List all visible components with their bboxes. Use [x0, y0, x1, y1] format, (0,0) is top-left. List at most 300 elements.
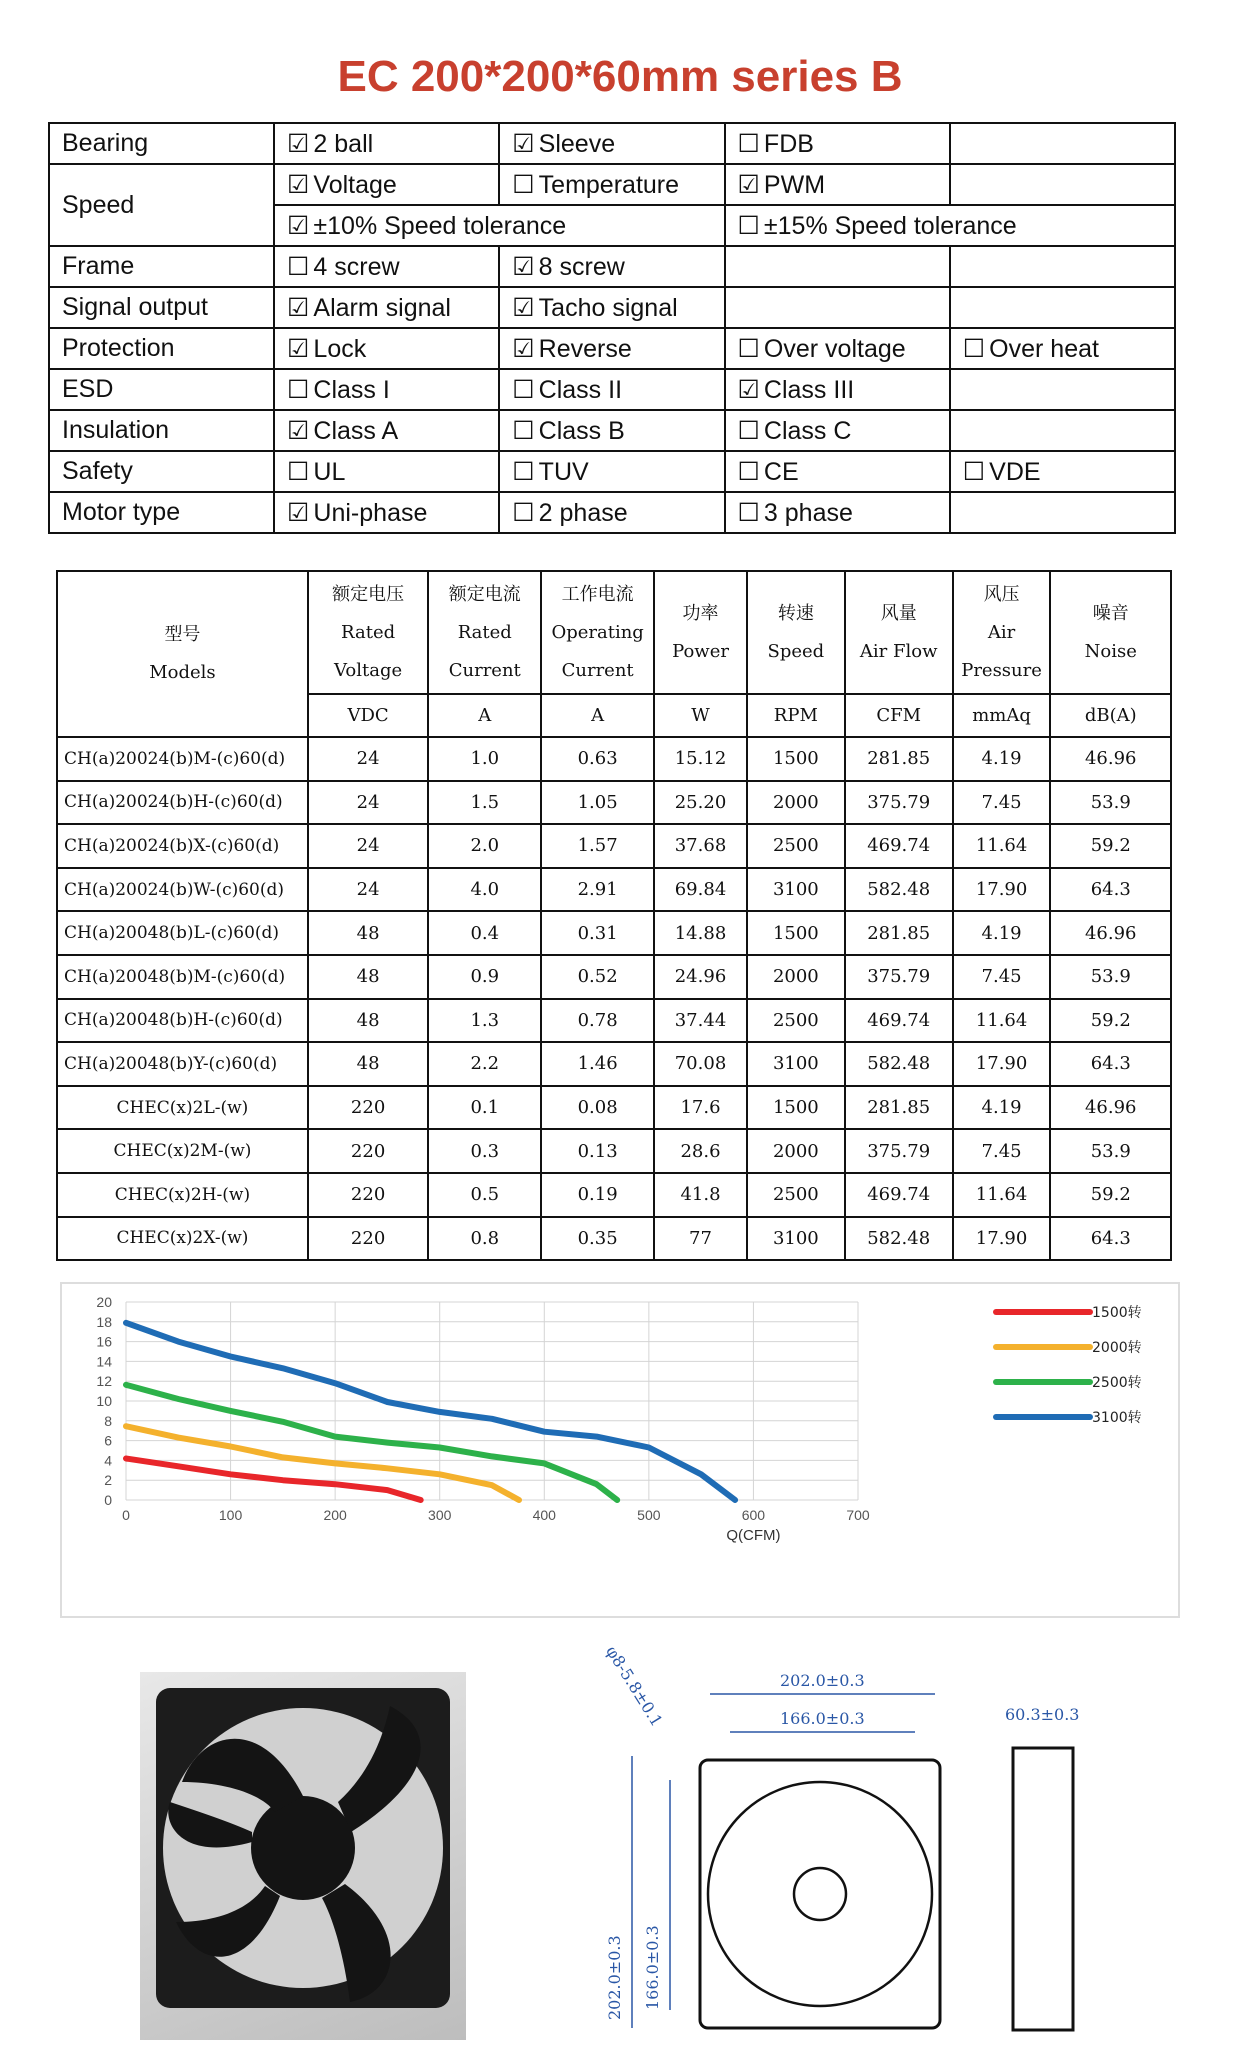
value-cell: 24	[308, 737, 428, 781]
checked-box-icon[interactable]: ☑	[512, 128, 535, 158]
model-cell: CHEC(x)2L-(w)	[57, 1086, 308, 1130]
table-row	[57, 1129, 1171, 1173]
spec-cell	[274, 246, 499, 287]
perf-header-line: 风压	[983, 583, 1020, 605]
perf-unit-cell: A	[541, 694, 654, 737]
value-cell: 2.91	[541, 868, 654, 912]
spec-option-label: Class II	[538, 375, 623, 404]
spec-row	[49, 328, 1175, 369]
spec-label: Motor type	[49, 492, 274, 533]
value-cell: 0.52	[541, 955, 654, 999]
perf-header-line: 风量	[880, 602, 917, 624]
y-tick-label: 16	[96, 1333, 112, 1350]
spec-option-label: Class I	[313, 375, 390, 404]
spec-cell	[499, 246, 724, 287]
value-cell: 17.90	[953, 1217, 1051, 1261]
value-cell: 1500	[747, 737, 845, 781]
perf-header-cell	[541, 571, 654, 694]
value-cell: 1.0	[428, 737, 541, 781]
spec-label: Speed	[49, 164, 274, 246]
value-cell: 469.74	[845, 999, 953, 1043]
value-cell: 375.79	[845, 1129, 953, 1173]
perf-header-line: Air	[987, 621, 1016, 643]
value-cell: 46.96	[1050, 1086, 1171, 1130]
value-cell: 37.44	[654, 999, 747, 1043]
table-row	[57, 824, 1171, 868]
dim-inner-width-label: 166.0±0.3	[780, 1709, 865, 1728]
model-cell: CH(a)20024(b)M-(c)60(d)	[57, 737, 308, 781]
table-row	[57, 1042, 1171, 1086]
unchecked-box-icon[interactable]: ☐	[737, 415, 760, 445]
perf-header-line: 功率	[682, 602, 719, 624]
spec-cell	[950, 123, 1175, 164]
unchecked-box-icon[interactable]: ☐	[287, 456, 310, 486]
checked-box-icon[interactable]: ☑	[512, 292, 535, 322]
spec-cell	[499, 328, 724, 369]
spec-cell	[499, 451, 724, 492]
checked-box-icon[interactable]: ☑	[737, 374, 760, 404]
model-cell: CHEC(x)2M-(w)	[57, 1129, 308, 1173]
perf-header-row	[57, 571, 1171, 694]
drawing-hub-shape	[794, 1868, 846, 1920]
checked-box-icon[interactable]: ☑	[737, 169, 760, 199]
value-cell: 7.45	[953, 1129, 1051, 1173]
perf-unit-cell: mmAq	[953, 694, 1051, 737]
perf-header-line: Current	[448, 659, 521, 681]
unchecked-box-icon[interactable]: ☐	[737, 210, 760, 240]
perf-unit-cell: VDC	[308, 694, 428, 737]
value-cell: 1500	[747, 1086, 845, 1130]
spec-cell	[725, 492, 950, 533]
table-row	[57, 737, 1171, 781]
value-cell: 1500	[747, 911, 845, 955]
spec-option-label: TUV	[538, 457, 589, 486]
x-tick-label: 0	[122, 1507, 130, 1523]
unchecked-box-icon[interactable]: ☐	[737, 128, 760, 158]
unchecked-box-icon[interactable]: ☐	[512, 415, 535, 445]
performance-table	[56, 570, 1172, 1261]
y-tick-label: 18	[96, 1313, 112, 1330]
spec-cell	[950, 287, 1175, 328]
spec-cell	[274, 164, 499, 205]
model-cell: CH(a)20024(b)X-(c)60(d)	[57, 824, 308, 868]
spec-cell	[274, 492, 499, 533]
value-cell: 24	[308, 868, 428, 912]
perf-header-line: Models	[149, 662, 216, 683]
perf-header-line: Voltage	[334, 659, 403, 681]
perf-header-cell	[953, 571, 1051, 694]
value-cell: 24	[308, 824, 428, 868]
spec-cell	[950, 164, 1175, 205]
spec-row	[49, 451, 1175, 492]
table-row	[57, 911, 1171, 955]
value-cell: 0.4	[428, 911, 541, 955]
spec-label: Signal output	[49, 287, 274, 328]
spec-cell	[725, 164, 950, 205]
y-tick-label: 6	[104, 1432, 112, 1449]
model-cell: CHEC(x)2H-(w)	[57, 1173, 308, 1217]
checked-box-icon[interactable]: ☑	[287, 169, 310, 199]
perf-header-line: Speed	[767, 640, 825, 662]
spec-row	[49, 410, 1175, 451]
spec-cell	[274, 123, 499, 164]
value-cell: 15.12	[654, 737, 747, 781]
value-cell: 53.9	[1050, 1129, 1171, 1173]
perf-header-line: Rated	[341, 621, 396, 643]
spec-option-label: Voltage	[313, 170, 397, 199]
spec-cell	[499, 369, 724, 410]
unchecked-box-icon[interactable]: ☐	[737, 497, 760, 527]
value-cell: 7.45	[953, 781, 1051, 825]
table-row	[57, 999, 1171, 1043]
spec-option-label: 2 phase	[538, 498, 628, 527]
checked-box-icon[interactable]: ☑	[287, 415, 310, 445]
dim-depth-label: 60.3±0.3	[1005, 1705, 1080, 1724]
value-cell: 2.2	[428, 1042, 541, 1086]
spec-option-label: Temperature	[538, 170, 680, 199]
value-cell: 220	[308, 1086, 428, 1130]
value-cell: 59.2	[1050, 824, 1171, 868]
model-cell: CH(a)20024(b)H-(c)60(d)	[57, 781, 308, 825]
perf-header-line: Current	[561, 659, 634, 681]
value-cell: 2500	[747, 1173, 845, 1217]
value-cell: 24	[308, 781, 428, 825]
value-cell: 1.3	[428, 999, 541, 1043]
table-row	[57, 955, 1171, 999]
unchecked-box-icon[interactable]: ☐	[962, 456, 986, 486]
checked-box-icon[interactable]: ☑	[512, 251, 535, 281]
drawing-frame-shape	[700, 1760, 940, 2028]
value-cell: 48	[308, 999, 428, 1043]
value-cell: 1.57	[541, 824, 654, 868]
table-row	[57, 868, 1171, 912]
spec-cell	[725, 205, 1176, 246]
value-cell: 37.68	[654, 824, 747, 868]
checked-box-icon[interactable]: ☑	[512, 333, 535, 363]
value-cell: 2.0	[428, 824, 541, 868]
pq-curve-svg	[62, 1284, 1178, 1616]
spec-option-label: Tacho signal	[538, 293, 678, 322]
dim-hole-label: φ8-5.8±0.1	[602, 1642, 667, 1730]
spec-option-label: Uni-phase	[313, 498, 428, 527]
value-cell: 17.6	[654, 1086, 747, 1130]
spec-row	[49, 164, 1175, 205]
spec-cell	[499, 287, 724, 328]
table-row	[57, 1086, 1171, 1130]
value-cell: 582.48	[845, 1042, 953, 1086]
spec-table	[48, 122, 1176, 534]
spec-option-label: Class III	[763, 375, 855, 404]
x-axis-label: Q(CFM)	[726, 1527, 781, 1544]
spec-cell	[499, 410, 724, 451]
spec-cell	[274, 369, 499, 410]
perf-header-cell	[308, 571, 428, 694]
value-cell: 3100	[747, 1042, 845, 1086]
series-line	[126, 1426, 519, 1500]
spec-cell	[274, 410, 499, 451]
y-tick-label: 10	[96, 1393, 112, 1409]
unchecked-box-icon[interactable]: ☐	[962, 333, 986, 363]
spec-cell	[499, 492, 724, 533]
perf-header-line: Noise	[1084, 640, 1137, 662]
perf-header-cell	[428, 571, 541, 694]
spec-cell	[725, 328, 950, 369]
dim-inner-height-label: 166.0±0.3	[643, 1925, 662, 2010]
value-cell: 2000	[747, 955, 845, 999]
value-cell: 0.13	[541, 1129, 654, 1173]
value-cell: 2500	[747, 999, 845, 1043]
value-cell: 25.20	[654, 781, 747, 825]
value-cell: 0.5	[428, 1173, 541, 1217]
table-row	[57, 781, 1171, 825]
value-cell: 59.2	[1050, 999, 1171, 1043]
legend-label: 2000转	[1092, 1340, 1142, 1356]
unchecked-box-icon[interactable]: ☐	[512, 456, 535, 486]
value-cell: 2000	[747, 781, 845, 825]
spec-option-label: Alarm signal	[313, 293, 451, 322]
x-tick-label: 200	[323, 1507, 347, 1523]
unchecked-box-icon[interactable]: ☐	[737, 456, 760, 486]
y-tick-label: 4	[104, 1452, 112, 1469]
perf-header-cell	[747, 571, 845, 694]
drawing-opening-shape	[708, 1782, 932, 2006]
spec-row	[49, 246, 1175, 287]
spec-option-label: Reverse	[538, 334, 632, 363]
x-tick-label: 300	[428, 1507, 452, 1523]
unchecked-box-icon[interactable]: ☐	[512, 169, 535, 199]
spec-cell	[950, 492, 1175, 533]
value-cell: 0.08	[541, 1086, 654, 1130]
spec-row	[49, 369, 1175, 410]
value-cell: 4.19	[953, 1086, 1051, 1130]
value-cell: 469.74	[845, 824, 953, 868]
legend-label: 2500转	[1092, 1375, 1142, 1391]
x-tick-label: 100	[218, 1507, 243, 1523]
spec-label: Bearing	[49, 123, 274, 164]
spec-cell	[274, 287, 499, 328]
checked-box-icon[interactable]: ☑	[287, 292, 310, 322]
unchecked-box-icon[interactable]: ☐	[512, 497, 535, 527]
value-cell: 1.46	[541, 1042, 654, 1086]
spec-row	[49, 492, 1175, 533]
perf-header-cell	[845, 571, 953, 694]
perf-header-line: 噪音	[1092, 602, 1129, 624]
perf-header-line: 工作电流	[561, 583, 634, 605]
perf-header-line: Power	[672, 640, 729, 662]
value-cell: 53.9	[1050, 955, 1171, 999]
table-row	[57, 1217, 1171, 1261]
spec-cell	[274, 451, 499, 492]
drawing-side-shape	[1013, 1748, 1073, 2030]
unchecked-box-icon[interactable]: ☐	[512, 374, 535, 404]
value-cell: 375.79	[845, 955, 953, 999]
value-cell: 48	[308, 1042, 428, 1086]
spec-cell	[950, 328, 1175, 369]
spec-cell	[950, 369, 1175, 410]
unchecked-box-icon[interactable]: ☐	[287, 251, 310, 281]
value-cell: 7.45	[953, 955, 1051, 999]
spec-option-label: Over voltage	[763, 334, 906, 363]
legend-label: 1500转	[1092, 1305, 1142, 1321]
unchecked-box-icon[interactable]: ☐	[737, 333, 760, 363]
table-row	[57, 1173, 1171, 1217]
value-cell: 3100	[747, 868, 845, 912]
value-cell: 0.63	[541, 737, 654, 781]
spec-cell	[725, 451, 950, 492]
checked-box-icon[interactable]: ☑	[287, 333, 310, 363]
y-tick-label: 2	[104, 1472, 112, 1489]
perf-unit-cell: W	[654, 694, 747, 737]
legend-label: 3100转	[1092, 1410, 1142, 1426]
value-cell: 17.90	[953, 868, 1051, 912]
value-cell: 69.84	[654, 868, 747, 912]
spec-cell	[950, 246, 1175, 287]
value-cell: 220	[308, 1173, 428, 1217]
x-tick-label: 400	[532, 1507, 556, 1523]
spec-option-label: VDE	[989, 457, 1041, 486]
y-tick-label: 14	[96, 1353, 112, 1370]
spec-option-label: 8 screw	[538, 252, 625, 281]
fan-hub-shape	[251, 1796, 355, 1900]
spec-option-label: Over heat	[989, 334, 1099, 363]
value-cell: 1.5	[428, 781, 541, 825]
spec-label: Frame	[49, 246, 274, 287]
spec-cell	[499, 164, 724, 205]
dim-outer-width-label: 202.0±0.3	[780, 1671, 865, 1690]
value-cell: 11.64	[953, 999, 1051, 1043]
spec-cell	[274, 328, 499, 369]
value-cell: 220	[308, 1217, 428, 1261]
pq-curve-chart	[60, 1282, 1180, 1618]
value-cell: 53.9	[1050, 781, 1171, 825]
perf-header-line: Rated	[457, 621, 512, 643]
value-cell: 70.08	[654, 1042, 747, 1086]
spec-row	[49, 123, 1175, 164]
value-cell: 469.74	[845, 1173, 953, 1217]
spec-option-label: UL	[313, 457, 346, 486]
spec-option-label: CE	[763, 457, 799, 486]
spec-option-label: Class B	[538, 416, 625, 445]
value-cell: 0.35	[541, 1217, 654, 1261]
spec-cell	[725, 123, 950, 164]
spec-cell	[725, 287, 950, 328]
value-cell: 17.90	[953, 1042, 1051, 1086]
spec-option-label: Lock	[313, 334, 367, 363]
value-cell: 582.48	[845, 868, 953, 912]
spec-option-label: FDB	[763, 129, 814, 158]
value-cell: 46.96	[1050, 911, 1171, 955]
spec-cell	[725, 410, 950, 451]
perf-header-line: 额定电压	[332, 583, 405, 605]
y-tick-label: 20	[96, 1294, 112, 1310]
dimension-drawing	[580, 1640, 1130, 2040]
value-cell: 64.3	[1050, 1217, 1171, 1261]
value-cell: 0.78	[541, 999, 654, 1043]
checked-box-icon[interactable]: ☑	[287, 497, 310, 527]
spec-option-label: Class A	[313, 416, 399, 445]
perf-unit-cell: RPM	[747, 694, 845, 737]
spec-option-label: Class C	[763, 416, 852, 445]
value-cell: 281.85	[845, 1086, 953, 1130]
spec-cell	[725, 246, 950, 287]
perf-header-cell	[654, 571, 747, 694]
value-cell: 41.8	[654, 1173, 747, 1217]
value-cell: 0.3	[428, 1129, 541, 1173]
perf-header-line: Pressure	[961, 659, 1042, 681]
perf-header-line: 型号	[164, 624, 201, 645]
spec-cell	[725, 369, 950, 410]
spec-label: ESD	[49, 369, 274, 410]
x-tick-label: 700	[846, 1507, 870, 1523]
spec-cell	[950, 451, 1175, 492]
perf-header-cell	[1050, 571, 1171, 694]
model-cell: CH(a)20048(b)H-(c)60(d)	[57, 999, 308, 1043]
spec-label: Protection	[49, 328, 274, 369]
perf-unit-cell: dB(A)	[1050, 694, 1171, 737]
dim-outer-height-label: 202.0±0.3	[605, 1935, 624, 2020]
value-cell: 11.64	[953, 824, 1051, 868]
spec-cell	[499, 123, 724, 164]
value-cell: 281.85	[845, 737, 953, 781]
value-cell: 0.9	[428, 955, 541, 999]
perf-header-line: 转速	[777, 602, 814, 624]
spec-option-label: 2 ball	[313, 129, 374, 158]
spec-option-label: 4 screw	[313, 252, 400, 281]
value-cell: 48	[308, 955, 428, 999]
perf-unit-cell: A	[428, 694, 541, 737]
perf-header-line: Air Flow	[859, 640, 938, 662]
value-cell: 0.31	[541, 911, 654, 955]
checked-box-icon[interactable]: ☑	[287, 210, 310, 240]
spec-row	[49, 287, 1175, 328]
spec-option-label: ±10% Speed tolerance	[313, 211, 567, 240]
value-cell: 2500	[747, 824, 845, 868]
value-cell: 48	[308, 911, 428, 955]
spec-option-label: 3 phase	[763, 498, 853, 527]
fan-photo	[140, 1672, 466, 2040]
spec-option-label: Sleeve	[538, 129, 616, 158]
unchecked-box-icon[interactable]: ☐	[287, 374, 310, 404]
value-cell: 0.8	[428, 1217, 541, 1261]
value-cell: 4.19	[953, 737, 1051, 781]
perf-unit-cell: CFM	[845, 694, 953, 737]
value-cell: 24.96	[654, 955, 747, 999]
value-cell: 59.2	[1050, 1173, 1171, 1217]
spec-cell	[950, 410, 1175, 451]
value-cell: 0.19	[541, 1173, 654, 1217]
value-cell: 582.48	[845, 1217, 953, 1261]
value-cell: 4.19	[953, 911, 1051, 955]
value-cell: 281.85	[845, 911, 953, 955]
perf-header-cell	[57, 571, 308, 737]
perf-header-line: Operating	[551, 621, 644, 643]
value-cell: 220	[308, 1129, 428, 1173]
spec-label: Insulation	[49, 410, 274, 451]
value-cell: 1.05	[541, 781, 654, 825]
model-cell: CH(a)20048(b)Y-(c)60(d)	[57, 1042, 308, 1086]
spec-option-label: PWM	[763, 170, 826, 199]
model-cell: CH(a)20024(b)W-(c)60(d)	[57, 868, 308, 912]
checked-box-icon[interactable]: ☑	[287, 128, 310, 158]
y-tick-label: 12	[96, 1373, 112, 1390]
model-cell: CHEC(x)2X-(w)	[57, 1217, 308, 1261]
spec-cell	[274, 205, 725, 246]
model-cell: CH(a)20048(b)M-(c)60(d)	[57, 955, 308, 999]
value-cell: 77	[654, 1217, 747, 1261]
value-cell: 14.88	[654, 911, 747, 955]
page-title: EC 200*200*60mm series B	[337, 52, 903, 101]
x-tick-label: 500	[637, 1507, 661, 1523]
